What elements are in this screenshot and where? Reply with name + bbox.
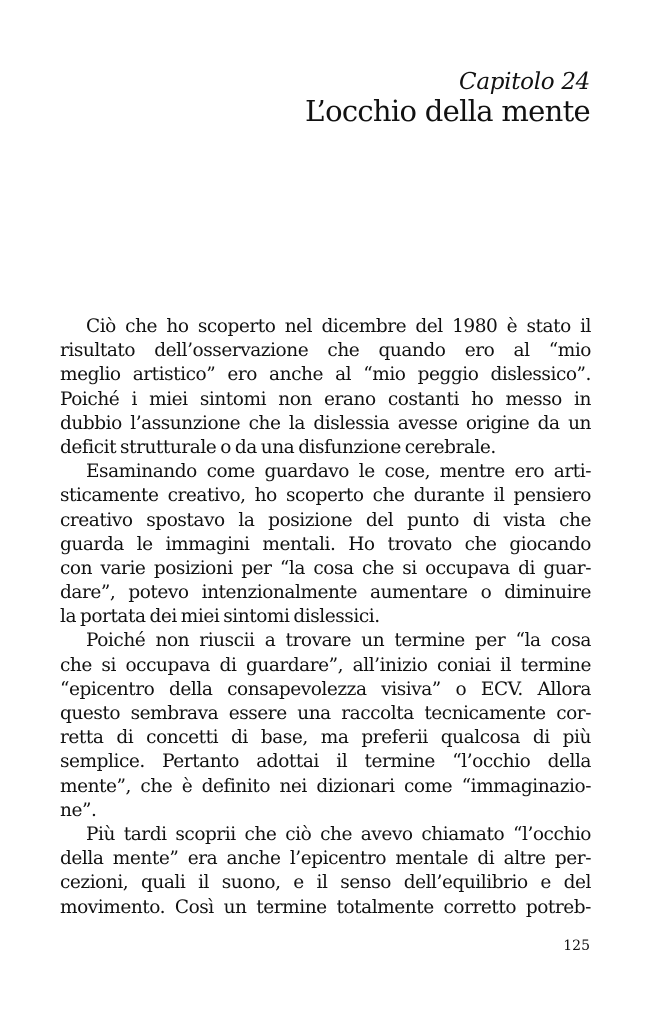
text-line: deficit strutturale o da una disfunzione cerebrale.: [60, 436, 496, 458]
text-line: Più tardi scoprii che ciò che avevo chiamato “l’occhio: [86, 823, 591, 845]
text-line: dare”, potevo intenzionalmente aumentare o diminuire: [60, 582, 591, 604]
body-text: [60, 315, 591, 920]
text-line: sticamente creativo, ho scoperto che durante il pensiero: [60, 485, 591, 507]
text-line: ne”.: [60, 799, 97, 821]
text-line: dubbio l’assunzione che la dislessia avesse origine da un: [60, 412, 591, 434]
paragraph: [60, 460, 591, 629]
chapter-header: [305, 70, 590, 128]
text-line: movimento. Così un termine totalmente corretto potreb-: [60, 896, 591, 918]
text-line: Esaminando come guardavo le cose, mentre ero arti-: [86, 461, 591, 483]
text-line: creativo spostavo la posizione del punto di vista che: [60, 509, 591, 531]
text-line: Poiché non riuscii a trovare un termine per “la cosa: [86, 630, 591, 652]
text-line: cezioni, quali il suono, e il senso dell’equilibrio e del: [60, 872, 591, 894]
text-line: con varie posizioni per “la cosa che si occupava di guar-: [60, 557, 591, 579]
text-line: la portata dei miei sintomi dislessici.: [60, 606, 380, 628]
paragraph: [60, 315, 591, 460]
page-number: 125: [563, 938, 590, 954]
paragraph: [60, 629, 591, 823]
text-line: retta di concetti di base, ma preferii qualcosa di più: [60, 727, 591, 749]
text-line: guarda le immagini mentali. Ho trovato che giocando: [60, 533, 591, 555]
text-line: meglio artistico” ero anche al “mio peggio dislessico”.: [60, 364, 591, 386]
text-line: “epicentro della consapevolezza visiva” o ECV. Allora: [60, 678, 591, 700]
text-line: della mente” era anche l’epicentro mentale di altre per-: [60, 848, 591, 870]
text-line: Ciò che ho scoperto nel dicembre del 1980 è stato il: [86, 316, 591, 337]
chapter-title: L’occhio della mente: [304, 94, 590, 128]
text-line: questo sembrava essere una raccolta tecnicamente cor-: [60, 703, 591, 724]
text-line: semplice. Pertanto adottai il termine “l’occhio della: [60, 751, 591, 773]
text-line: che si occupava di guardare”, all’inizio coniai il termine: [60, 654, 591, 676]
paragraph: [60, 823, 591, 920]
text-line: mente”, che è definito nei dizionari come “immaginazio-: [60, 775, 591, 797]
text-line: Poiché i miei sintomi non erano costanti ho messo in: [60, 388, 591, 410]
text-line: risultato dell’osservazione che quando ero al “mio: [60, 340, 591, 362]
chapter-label: Capitolo 24: [459, 69, 590, 95]
